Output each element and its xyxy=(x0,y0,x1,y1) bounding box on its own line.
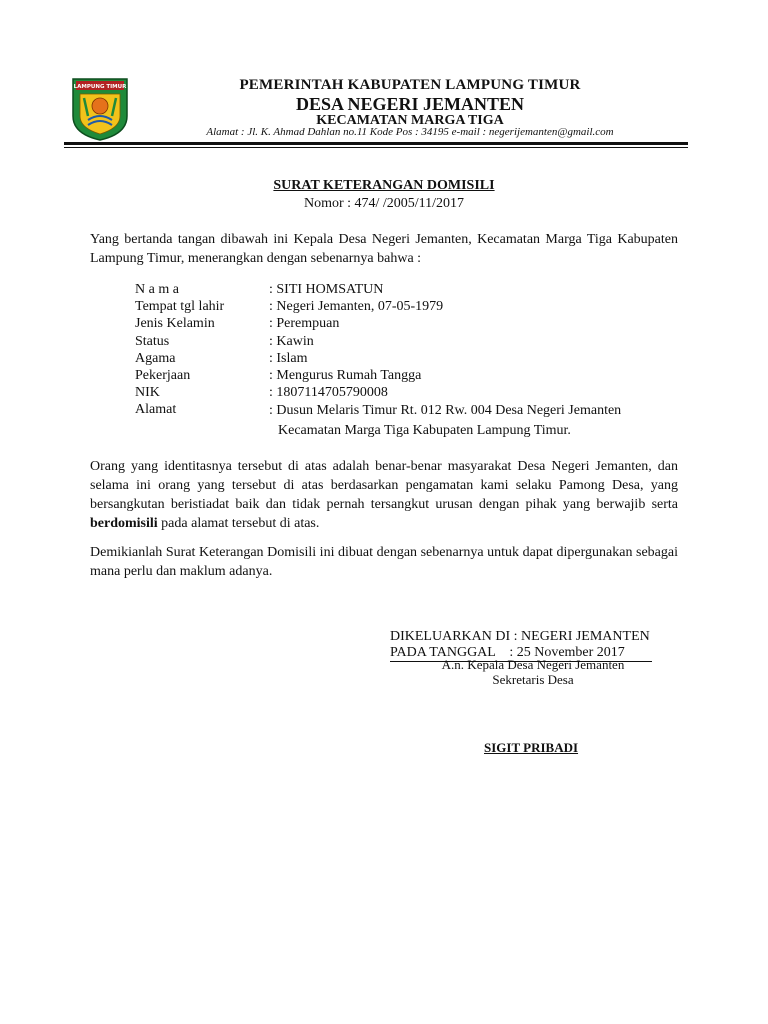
field-row-birth xyxy=(135,298,669,315)
field-value: : SITI HOMSATUN xyxy=(269,282,384,297)
letterhead-village: DESA NEGERI JEMANTEN xyxy=(295,94,525,114)
field-row-religion xyxy=(135,350,669,367)
field-value: : Mengurus Rumah Tangga xyxy=(269,367,422,383)
field-label: N a m a xyxy=(135,282,179,297)
address-line-2: Kecamatan Marga Tiga Kabupaten Lampung Timur. xyxy=(278,423,571,439)
letter-title: SURAT KETERANGAN DOMISILI xyxy=(273,178,495,193)
field-row-name xyxy=(135,281,669,298)
statement-text-end: pada alamat tersebut di atas. xyxy=(157,516,320,531)
field-row-nik xyxy=(135,384,669,401)
field-row-gender xyxy=(135,315,669,332)
intro-paragraph: Yang bertanda tangan dibawah ini Kepala Desa Negeri Jemanten, Kecamatan Marga Tiga Kabupaten Lampung Timur, menerangkan dengan sebenarnya bahwa : xyxy=(90,232,678,266)
field-value: : 1807114705790008 xyxy=(269,385,388,401)
signatory-position: Sekretaris Desa xyxy=(492,672,574,687)
field-label: Jenis Kelamin xyxy=(135,316,215,332)
on-behalf-of: A.n. Kepala Desa Negeri Jemanten xyxy=(441,657,625,672)
field-value xyxy=(269,401,669,441)
letter-number: Nomor : 474/ /2005/11/2017 xyxy=(303,196,465,211)
field-label: Status xyxy=(135,333,170,349)
field-value: : Negeri Jemanten, 07-05-1979 xyxy=(269,299,444,315)
field-value: : Kawin xyxy=(269,333,314,349)
letterhead-rule-thin xyxy=(64,147,688,148)
letterhead-government: PEMERINTAH KABUPATEN LAMPUNG TIMUR xyxy=(239,77,581,93)
field-row-status xyxy=(135,333,669,350)
letterhead-rule-thick xyxy=(64,142,688,145)
identity-fields xyxy=(135,281,669,441)
field-label: NIK xyxy=(135,385,160,401)
statement-text: Orang yang identitasnya tersebut di atas adalah benar-benar masyarakat Desa Negeri Jemanten, dan selama ini orang yang tersebut di atas berdasarkan pengamatan kami selaku Pamong Desa, yang bersangkutan beristiadat baik dan tidak pernah tersangkut urusan dengan pihak yang berwajib serta xyxy=(90,459,678,512)
statement-bold-term: berdomisili xyxy=(90,516,158,531)
signatory-block xyxy=(390,657,676,687)
issuance-date: PADA TANGGAL : 25 November 2017 xyxy=(390,645,652,662)
regency-emblem-logo xyxy=(70,76,130,142)
signatory-name: SIGIT PRIBADI xyxy=(484,740,579,755)
logo-label: LAMPUNG TIMUR xyxy=(73,84,127,90)
letterhead-district: KECAMATAN MARGA TIGA xyxy=(316,113,504,128)
field-label: Alamat xyxy=(135,402,177,418)
closing-paragraph: Demikianlah Surat Keterangan Domisili ini dibuat dengan sebenarnya untuk dapat dipergunakan sebagai mana perlu dan maklum adanya. xyxy=(90,545,678,579)
field-label: Agama xyxy=(135,350,176,366)
issuance-place: DIKELUARKAN DI : NEGERI JEMANTEN xyxy=(390,629,650,644)
letterhead-address: Alamat : Jl. K. Ahmad Dahlan no.11 Kode Pos : 34195 e-mail : negerijemanten@gmail.com xyxy=(206,126,614,138)
field-value: : Islam xyxy=(269,350,308,366)
field-label: Pekerjaan xyxy=(135,367,191,383)
field-row-address xyxy=(135,401,669,441)
field-row-occupation xyxy=(135,367,669,384)
field-value: : Perempuan xyxy=(269,316,340,332)
address-line-1: : Dusun Melaris Timur Rt. 012 Rw. 004 Desa Negeri Jemanten xyxy=(269,403,622,419)
field-label: Tempat tgl lahir xyxy=(135,299,225,315)
statement-paragraph xyxy=(90,457,678,533)
